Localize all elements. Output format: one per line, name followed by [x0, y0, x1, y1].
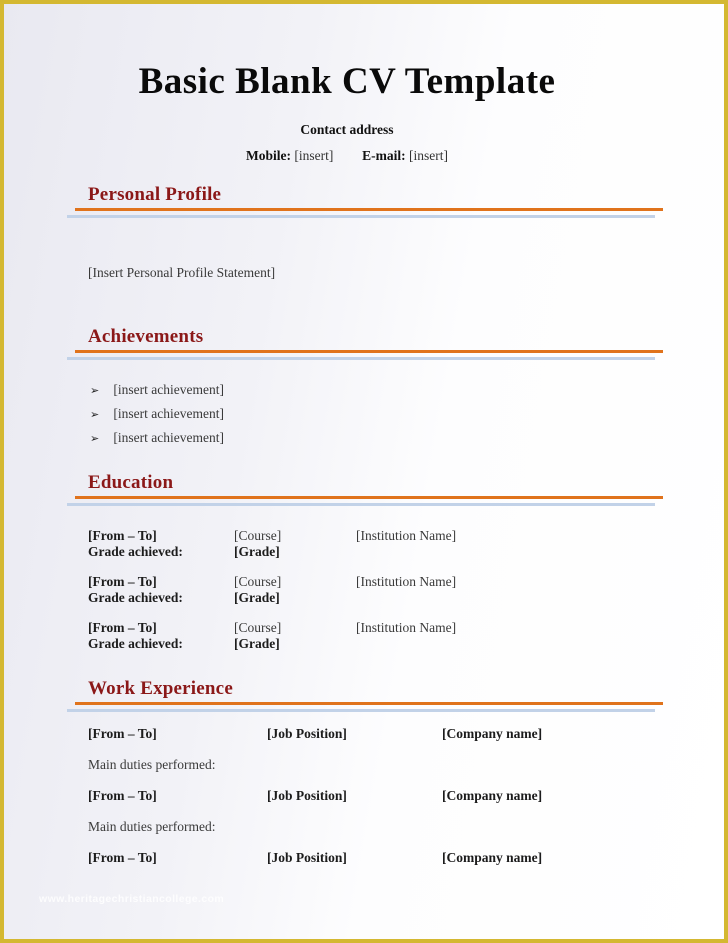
edu-col-course — [234, 574, 356, 606]
edu-col-dates — [88, 574, 234, 606]
education-rows — [88, 528, 724, 652]
orange-rule — [75, 496, 663, 499]
from-to: [From – To] — [88, 788, 157, 803]
course: [Course] — [234, 620, 282, 635]
from-to: [From – To] — [88, 850, 157, 865]
company-name: [Company name] — [442, 726, 543, 741]
achievement-text: [insert achievement] — [113, 406, 224, 421]
work-experience-heading: Work Experience — [88, 678, 233, 699]
edu-col-course — [234, 620, 356, 652]
mobile-value: [insert] — [294, 148, 334, 163]
education-row — [88, 574, 724, 606]
achievement-text: [insert achievement] — [113, 382, 224, 397]
blue-rule — [67, 357, 655, 360]
blue-rule — [67, 503, 655, 506]
grade-achieved-label: Grade achieved: — [88, 590, 183, 605]
page-title: Basic Blank CV Template — [138, 61, 556, 102]
work-experience-row — [88, 788, 724, 804]
document-header — [4, 4, 690, 164]
from-to: [From – To] — [88, 620, 157, 635]
education-row — [88, 528, 724, 560]
edu-col-institution — [356, 620, 724, 652]
from-to: [From – To] — [88, 528, 157, 543]
grade-achieved-label: Grade achieved: — [88, 636, 183, 651]
orange-rule — [75, 702, 663, 705]
achievements-list — [88, 381, 724, 448]
arrow-bullet-icon: ➢ — [90, 409, 100, 421]
grade: [Grade] — [234, 636, 280, 651]
grade-achieved-label: Grade achieved: — [88, 544, 183, 559]
company-name: [Company name] — [442, 850, 543, 865]
arrow-bullet-icon: ➢ — [90, 385, 100, 397]
work-experience-row — [88, 726, 724, 742]
from-to: [From – To] — [88, 574, 157, 589]
orange-rule — [75, 208, 663, 211]
contact-line — [4, 147, 690, 164]
grade: [Grade] — [234, 590, 280, 605]
main-duties-label: Main duties performed: — [88, 757, 216, 772]
achievements-heading: Achievements — [88, 326, 204, 347]
arrow-bullet-icon: ➢ — [90, 433, 100, 445]
achievement-item — [90, 429, 724, 448]
from-to: [From – To] — [88, 726, 157, 741]
edu-col-institution — [356, 574, 724, 606]
work-experience-row — [88, 850, 724, 866]
institution-name: [Institution Name] — [356, 620, 457, 635]
orange-rule — [75, 350, 663, 353]
education-heading: Education — [88, 472, 174, 493]
email-label: E-mail: — [362, 148, 406, 163]
edu-col-course — [234, 528, 356, 560]
watermark: www.heritagechristiancollege.com — [39, 893, 225, 905]
edu-col-institution — [356, 528, 724, 560]
blue-rule — [67, 215, 655, 218]
course: [Course] — [234, 528, 282, 543]
personal-profile-heading: Personal Profile — [88, 184, 222, 205]
edu-col-dates — [88, 620, 234, 652]
grade: [Grade] — [234, 544, 280, 559]
section-education — [88, 471, 724, 652]
achievement-item — [90, 381, 724, 400]
document-body — [4, 183, 724, 866]
edu-col-dates — [88, 528, 234, 560]
course: [Course] — [234, 574, 282, 589]
blue-rule — [67, 709, 655, 712]
company-name: [Company name] — [442, 788, 543, 803]
personal-profile-statement: [Insert Personal Profile Statement] — [88, 265, 276, 280]
job-position: [Job Position] — [267, 850, 347, 865]
job-position: [Job Position] — [267, 726, 347, 741]
email-value: [insert] — [409, 148, 448, 163]
section-work-experience — [88, 677, 724, 866]
main-duties-label: Main duties performed: — [88, 819, 216, 834]
section-achievements — [88, 325, 724, 448]
institution-name: [Institution Name] — [356, 574, 457, 589]
contact-address-heading: Contact address — [300, 122, 394, 137]
work-experience-rows — [88, 726, 724, 866]
mobile-label: Mobile: — [246, 148, 292, 163]
achievement-text: [insert achievement] — [113, 430, 224, 445]
job-position: [Job Position] — [267, 788, 347, 803]
institution-name: [Institution Name] — [356, 528, 457, 543]
achievement-item — [90, 405, 724, 424]
education-row — [88, 620, 724, 652]
section-personal-profile — [88, 183, 724, 281]
